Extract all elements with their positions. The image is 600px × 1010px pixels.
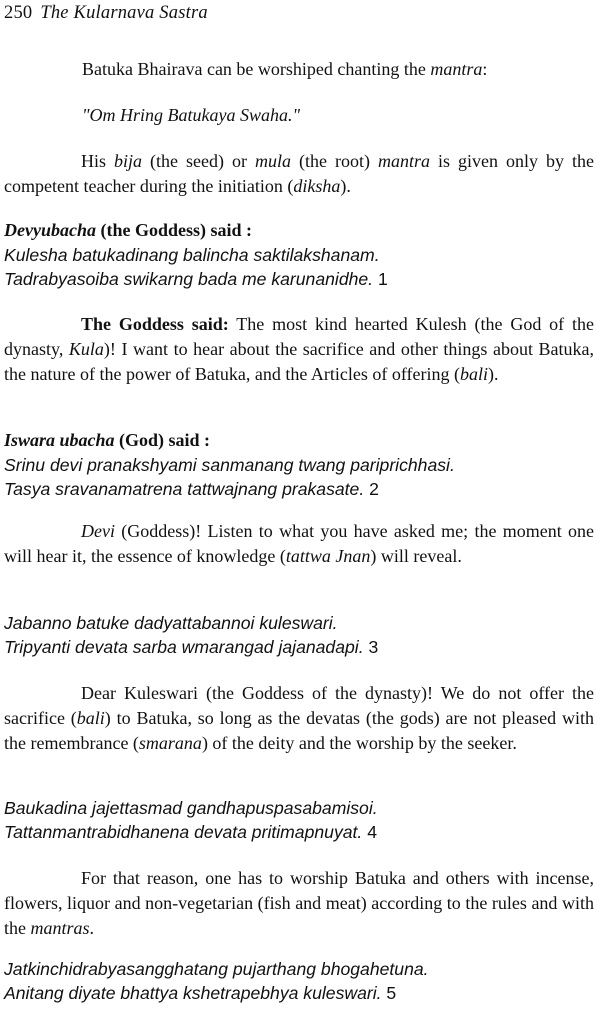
book-title: The Kularnava Sastra (40, 3, 208, 23)
verse-line: Anitang diyate bhattya kshetrapebhya kuleswari. (4, 983, 382, 1003)
verse-line: Srinu devi pranakshyami sanmanang twang pariprichhasi. (4, 455, 455, 475)
text-italic: Devyubacha (4, 220, 96, 240)
text-italic: Kula (68, 339, 104, 359)
verse-line: Baukadina jajettasmad gandhapuspasabamisoi. (4, 798, 378, 818)
text-italic: Iswara ubacha (4, 430, 115, 450)
verse-number: 4 (367, 822, 377, 842)
mantra-text: "Om Hring Batukaya Swaha." (82, 105, 301, 125)
paragraph-devi (4, 519, 594, 569)
text: ). (488, 364, 499, 384)
verse-5 (4, 957, 594, 1005)
paragraph-reason (4, 866, 594, 941)
text-italic: tattwa Jnan (285, 546, 371, 566)
verse-line: Kulesha batukadinang balincha saktilakshanam. (4, 245, 380, 265)
verse-line: Tadrabyasoiba swikarng bada me karunanidhe. (4, 269, 374, 289)
paragraph-kuleswari (4, 681, 594, 756)
text: (the seed) or (142, 151, 255, 171)
text: Dear Kuleswari (the Goddess of the dynasty)! We do not offer the sacrifice ( (4, 683, 594, 728)
text: (the Goddess) said : (95, 220, 252, 240)
verse-line: Tripyanti devata sarba wmarangad jajanadapi. (4, 637, 364, 657)
paragraph-intro (4, 57, 600, 82)
text: For that reason, one has to worship Batuka and others with incense, flowers, liquor and non-vegetarian (fish and meat) according to the rules and with the (4, 868, 594, 938)
verse-line: Tattanmantrabidhanena devata pritimapnuyat. (4, 822, 363, 842)
text: : (482, 59, 488, 79)
text: The most kind hearted Kulesh (the God of the dynasty, (4, 314, 594, 359)
text-italic: smarana (138, 733, 202, 753)
verse-3 (4, 611, 594, 659)
verse-1 (4, 243, 594, 291)
speaker-heading-god (4, 428, 594, 453)
paragraph-goddess-said (4, 312, 594, 387)
mantra-quote (4, 103, 600, 128)
page-number: 250 (4, 3, 33, 23)
text-italic: Devi (81, 521, 115, 541)
text: (God) said : (114, 430, 211, 450)
text-italic: mantra (430, 59, 483, 79)
verse-line: Jabanno batuke dadyattabannoi kuleswari. (4, 613, 338, 633)
text: ) will reveal. (370, 546, 462, 566)
verse-number: 2 (369, 479, 379, 499)
paragraph-bija (4, 149, 594, 199)
text-bold: The Goddess said: (81, 314, 229, 334)
text: . (89, 918, 95, 938)
running-header (4, 3, 208, 24)
verse-line: Jatkinchidrabyasangghatang pujarthang bhogahetuna. (4, 959, 429, 979)
verse-line: Tasya sravanamatrena tattwajnang prakasate. (4, 479, 365, 499)
text: )! I want to hear about the sacrifice and other things about Batuka, the nature of the power of Batuka, and the Articles of offering ( (4, 339, 594, 384)
text-italic: bali (460, 364, 489, 384)
text-italic: mula (255, 151, 291, 171)
verse-number: 1 (377, 269, 388, 289)
text: is given only by the competent teacher during the initiation ( (4, 151, 594, 196)
verse-2 (4, 453, 594, 501)
verse-4 (4, 796, 594, 844)
text: ) to Batuka, so long as the devatas (the gods) are not pleased with the remembrance ( (4, 708, 594, 753)
text-italic: bija (114, 151, 143, 171)
text: Batuka Bhairava can be worshiped chanting the (82, 59, 431, 79)
text-italic: mantra (377, 151, 430, 171)
text: (the root) (291, 151, 378, 171)
text: (Goddess)! Listen to what you have asked me; the moment one will hear it, the essence of knowledge ( (4, 521, 594, 566)
text: ). (340, 176, 351, 196)
text: ) of the deity and the worship by the seeker. (201, 733, 517, 753)
speaker-heading-goddess (4, 218, 594, 243)
text-italic: bali (76, 708, 105, 728)
text-italic: mantras (30, 918, 90, 938)
verse-number: 3 (368, 637, 379, 657)
text-italic: diksha (293, 176, 341, 196)
verse-number: 5 (386, 983, 397, 1003)
text: His (81, 151, 115, 171)
